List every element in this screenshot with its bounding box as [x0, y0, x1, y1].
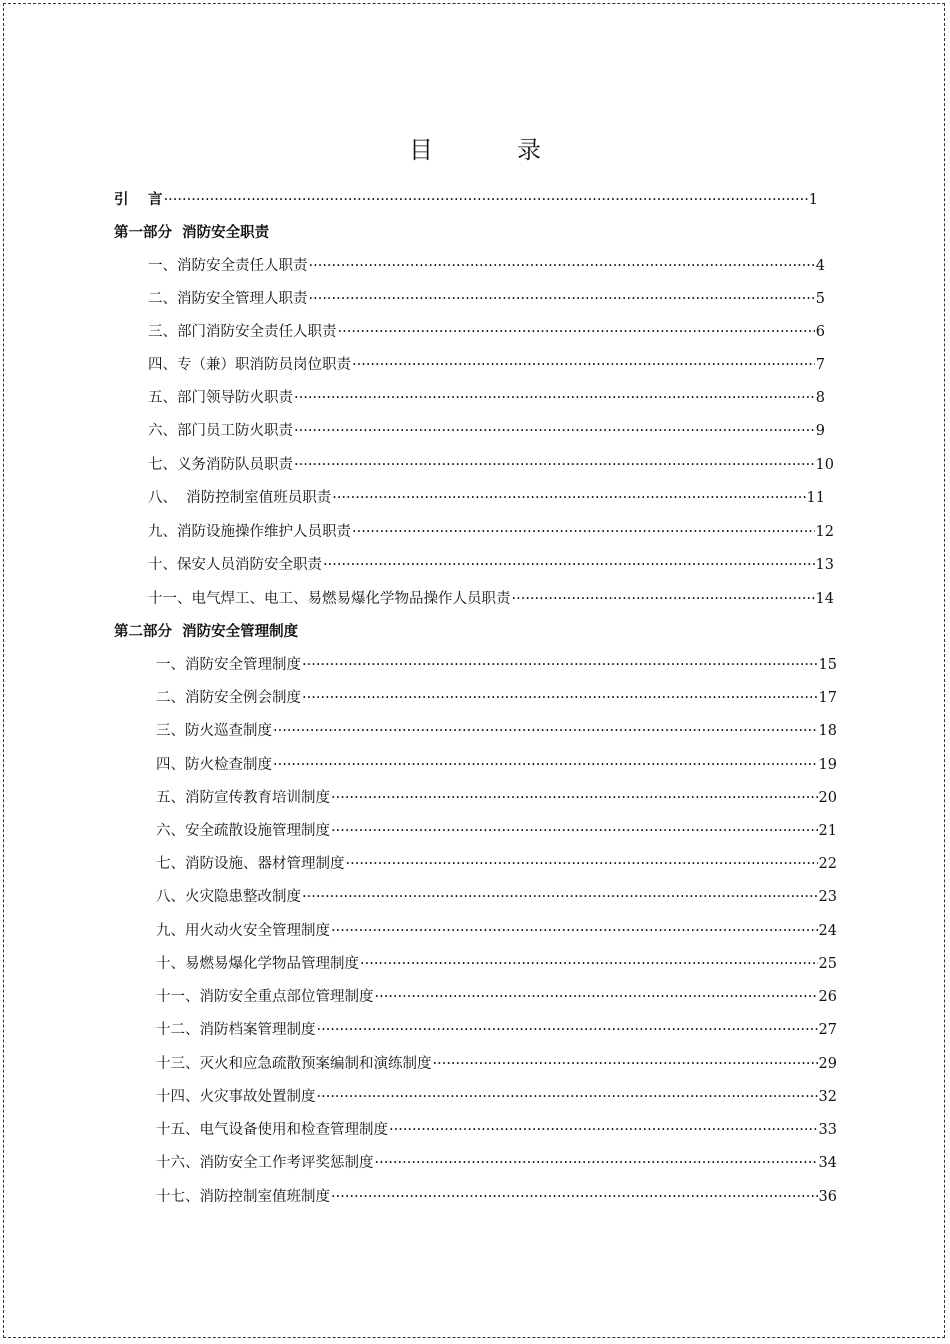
toc-title-char-2: 录	[517, 136, 541, 164]
toc-entry[interactable]	[156, 1120, 837, 1140]
toc-entry-label: 三、部门消防安全责任人职责	[148, 324, 337, 340]
toc-entry-label: 九、消防设施操作维护人员职责	[148, 524, 351, 540]
leader-dots	[389, 1120, 818, 1140]
leader-dots	[302, 887, 818, 907]
toc-entry-label: 六、部门员工防火职责	[148, 423, 293, 439]
toc-entry-page: 1	[808, 192, 818, 208]
toc-entry-intro[interactable]	[114, 190, 818, 210]
toc-entry-label: 二、消防安全管理人职责	[148, 291, 308, 307]
toc-entry-page: 10	[815, 457, 834, 473]
leader-dots	[346, 854, 818, 874]
leader-dots	[294, 421, 815, 441]
leader-dots	[375, 987, 818, 1007]
leader-dots	[309, 289, 815, 309]
toc-entry[interactable]	[156, 755, 837, 775]
toc-entry[interactable]	[156, 921, 837, 941]
toc-entry-page: 32	[818, 1089, 837, 1105]
leader-dots	[317, 1020, 818, 1040]
toc-entry-label: 四、防火检查制度	[156, 757, 272, 773]
leader-dots	[317, 1087, 818, 1107]
toc-title	[0, 130, 950, 165]
toc-entry-page: 19	[818, 757, 837, 773]
toc-entry-page: 13	[815, 557, 834, 573]
toc-entry-label: 九、用火动火安全管理制度	[156, 923, 330, 939]
toc-entry-label: 五、消防宣传教育培训制度	[156, 790, 330, 806]
toc-entry-page: 4	[815, 258, 825, 274]
toc-entry-page: 33	[818, 1122, 837, 1138]
toc-entry-page: 12	[815, 524, 834, 540]
toc-entry-label: 一、消防安全管理制度	[156, 657, 301, 673]
toc-entry[interactable]	[156, 987, 837, 1007]
toc-entry-page: 9	[815, 423, 825, 439]
toc-entry-label: 八、火灾隐患整改制度	[156, 889, 301, 905]
toc-entry-label: 六、安全疏散设施管理制度	[156, 823, 330, 839]
toc-entry-page: 25	[818, 956, 837, 972]
toc-entry[interactable]	[156, 1020, 837, 1040]
toc-entry-label: 十四、火灾事故处置制度	[156, 1089, 316, 1105]
toc-entry[interactable]	[156, 688, 837, 708]
leader-dots	[375, 1153, 818, 1173]
toc-entry-page: 36	[818, 1189, 837, 1205]
toc-entry-label: 七、消防设施、器材管理制度	[156, 856, 345, 872]
toc-entry[interactable]	[148, 355, 825, 375]
toc-entry-label: 二、消防安全例会制度	[156, 690, 301, 706]
leader-dots	[302, 655, 818, 675]
toc-entry-page: 11	[806, 490, 825, 506]
toc-entry-page: 14	[815, 591, 834, 607]
toc-entry-page: 5	[815, 291, 825, 307]
leader-dots	[338, 322, 815, 342]
toc-entry[interactable]	[148, 421, 825, 441]
toc-entry[interactable]	[156, 721, 837, 741]
toc-entry[interactable]	[156, 788, 837, 808]
toc-entry[interactable]	[148, 522, 834, 542]
toc-entry-label: 十、易燃易爆化学物品管理制度	[156, 956, 359, 972]
toc-entry-page: 27	[818, 1022, 837, 1038]
toc-entry-label: 三、防火巡查制度	[156, 723, 272, 739]
leader-dots	[331, 821, 818, 841]
toc-entry-label: 引 言	[114, 191, 163, 208]
toc-title-char-1: 目	[409, 136, 433, 164]
leader-dots	[352, 522, 815, 542]
leader-dots	[332, 488, 805, 508]
toc-entry-label: 四、专（兼）职消防员岗位职责	[148, 357, 351, 373]
leader-dots	[323, 555, 815, 575]
toc-entry-label: 八、 消防控制室值班员职责	[148, 490, 332, 506]
leader-dots	[352, 355, 815, 375]
toc-entry-page: 23	[818, 889, 837, 905]
toc-entry[interactable]	[148, 388, 825, 408]
toc-entry[interactable]	[148, 589, 834, 609]
toc-entry[interactable]	[156, 1087, 837, 1107]
toc-entry[interactable]	[148, 488, 825, 508]
toc-entry-page: 15	[818, 657, 837, 673]
toc-entry[interactable]	[156, 854, 837, 874]
leader-dots	[512, 589, 815, 609]
toc-entry-label: 七、义务消防队员职责	[148, 457, 293, 473]
toc-entry-page: 24	[818, 923, 837, 939]
toc-entry-label: 十七、消防控制室值班制度	[156, 1189, 330, 1205]
leader-dots	[433, 1054, 818, 1074]
leader-dots	[273, 721, 818, 741]
toc-entry[interactable]	[156, 1054, 837, 1074]
toc-entry-page: 20	[818, 790, 837, 806]
toc-entry[interactable]	[156, 954, 837, 974]
leader-dots	[331, 1187, 818, 1207]
part-heading-1: 第一部分 消防安全职责	[114, 224, 270, 241]
toc-entry[interactable]	[148, 322, 825, 342]
leader-dots	[309, 256, 815, 276]
toc-entry-page: 6	[815, 324, 825, 340]
toc-entry-page: 18	[818, 723, 837, 739]
leader-dots	[302, 688, 818, 708]
toc-entry[interactable]	[148, 256, 825, 276]
toc-entry-label: 五、部门领导防火职责	[148, 390, 293, 406]
leader-dots	[273, 755, 818, 775]
toc-entry-label: 十六、消防安全工作考评奖惩制度	[156, 1155, 374, 1171]
toc-entry-label: 十一、消防安全重点部位管理制度	[156, 989, 374, 1005]
leader-dots	[294, 455, 815, 475]
toc-entry-page: 21	[818, 823, 837, 839]
leader-dots	[331, 788, 818, 808]
toc-entry-page: 26	[818, 989, 837, 1005]
toc-entry-page: 29	[818, 1056, 837, 1072]
toc-entry-page: 7	[815, 357, 825, 373]
leader-dots	[164, 190, 808, 210]
toc-entry-label: 十五、电气设备使用和检查管理制度	[156, 1122, 388, 1138]
toc-entry-label: 十三、灭火和应急疏散预案编制和演练制度	[156, 1056, 432, 1072]
toc-entry[interactable]	[156, 821, 837, 841]
leader-dots	[331, 921, 818, 941]
part-heading-2: 第二部分 消防安全管理制度	[114, 623, 299, 640]
toc-entry[interactable]	[148, 289, 825, 309]
toc-entry-page: 22	[818, 856, 837, 872]
toc-entry-label: 一、消防安全责任人职责	[148, 258, 308, 274]
toc-entry-page: 17	[818, 690, 837, 706]
toc-entry[interactable]	[148, 455, 834, 475]
toc-entry[interactable]	[148, 555, 834, 575]
toc-entry-page: 8	[815, 390, 825, 406]
toc-entry-label: 十一、电气焊工、电工、易燃易爆化学物品操作人员职责	[148, 591, 511, 607]
leader-dots	[360, 954, 818, 974]
toc-entry[interactable]	[156, 655, 837, 675]
toc-entry-page: 34	[818, 1155, 837, 1171]
toc-entry[interactable]	[156, 887, 837, 907]
toc-entry-label: 十、保安人员消防安全职责	[148, 557, 322, 573]
toc-entry[interactable]	[156, 1187, 837, 1207]
leader-dots	[294, 388, 815, 408]
toc-entry[interactable]	[156, 1153, 837, 1173]
toc-entry-label: 十二、消防档案管理制度	[156, 1022, 316, 1038]
